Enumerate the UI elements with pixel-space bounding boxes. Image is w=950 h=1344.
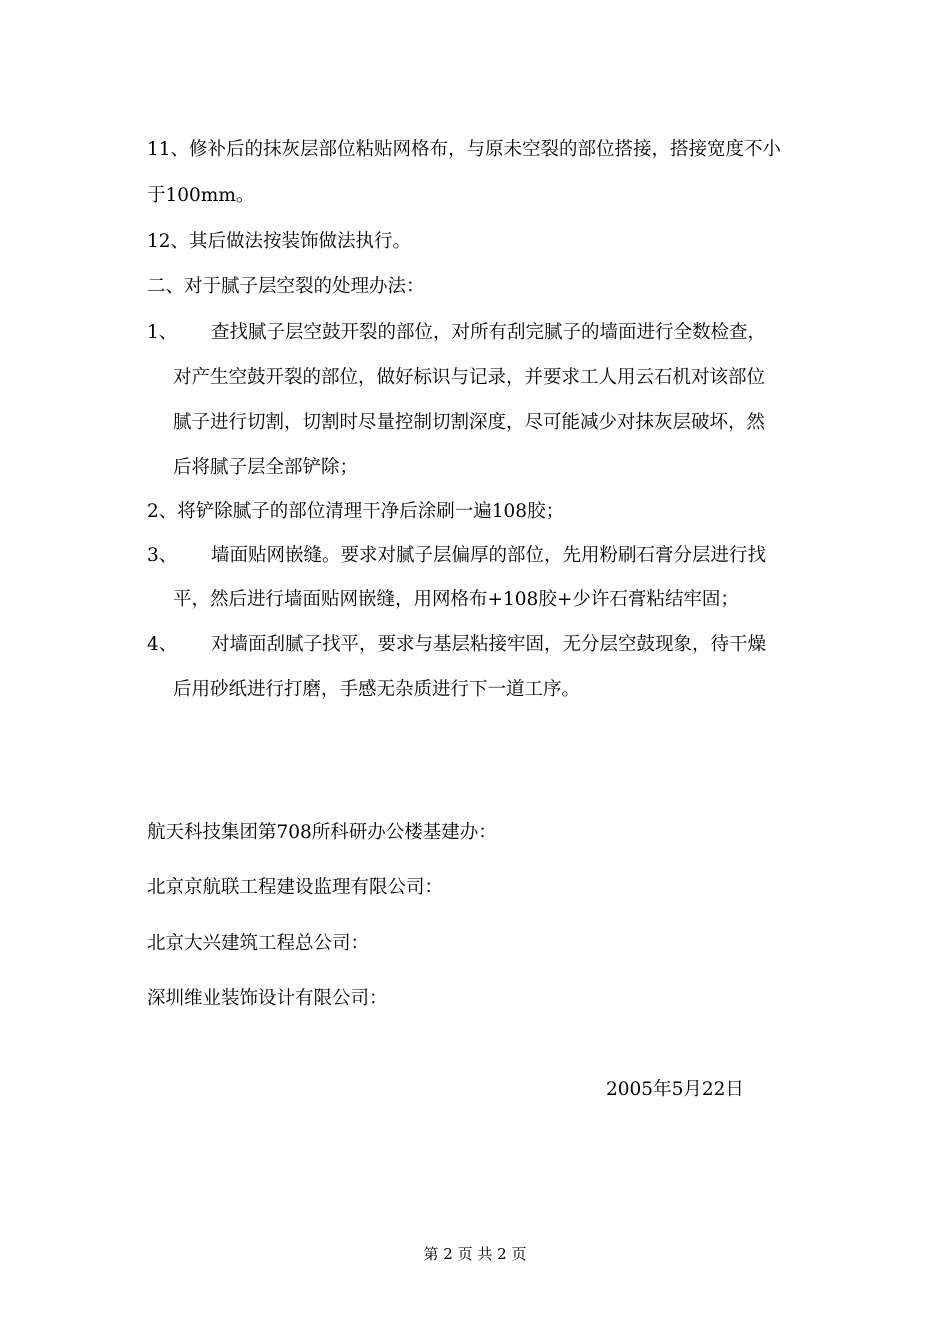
item-1-marker: 1、 [147, 322, 178, 343]
item-1-line-3: 腻子进行切割，切割时尽量控制切割深度，尽可能减少对抹灰层破坏，然 [173, 412, 766, 433]
item-2: 2、将铲除腻子的部位清理干净后涂刷一遍108胶； [147, 501, 565, 522]
item-1-line-2: 对产生空鼓开裂的部位，做好标识与记录，并要求工人用云石机对该部位 [173, 367, 766, 388]
item-4-line-2: 后用砂纸进行打磨，手感无杂质进行下一道工序。 [173, 679, 581, 700]
page-footer: 第 2 页 共 2 页 [423, 1245, 527, 1263]
item-1-line-4: 后将腻子层全部铲除； [173, 457, 359, 478]
item-3-marker: 3、 [147, 545, 178, 566]
clause-11-line-1: 11、修补后的抹灰层部位粘贴网格布，与原未空裂的部位搭接，搭接宽度不小 [147, 139, 782, 160]
document-date: 2005年5月22日 [606, 1079, 744, 1100]
clause-11-line-2: 于100mm。 [147, 185, 255, 206]
item-4-line-1: 对墙面刮腻子找平，要求与基层粘接牢固，无分层空鼓现象，待干燥 [211, 634, 767, 655]
clause-12: 12、其后做法按装饰做法执行。 [147, 231, 412, 252]
signature-decorator: 深圳维业装饰设计有限公司： [147, 988, 388, 1009]
item-3-line-1: 墙面贴网嵌缝。要求对腻子层偏厚的部位，先用粉刷石膏分层进行找 [211, 545, 767, 566]
signature-client: 航天科技集团第708所科研办公楼基建办： [147, 822, 497, 843]
item-4-marker: 4、 [147, 634, 178, 655]
item-3-line-2: 平，然后进行墙面贴网嵌缝，用网格布+108胶+少许石膏粘结牢固； [173, 589, 739, 610]
signature-contractor: 北京大兴建筑工程总公司： [147, 933, 370, 954]
signature-supervisor: 北京京航联工程建设监理有限公司： [147, 877, 444, 898]
item-1-line-1: 查找腻子层空鼓开裂的部位，对所有刮完腻子的墙面进行全数检查， [211, 322, 767, 343]
section-heading: 二、对于腻子层空裂的处理办法： [147, 276, 425, 297]
